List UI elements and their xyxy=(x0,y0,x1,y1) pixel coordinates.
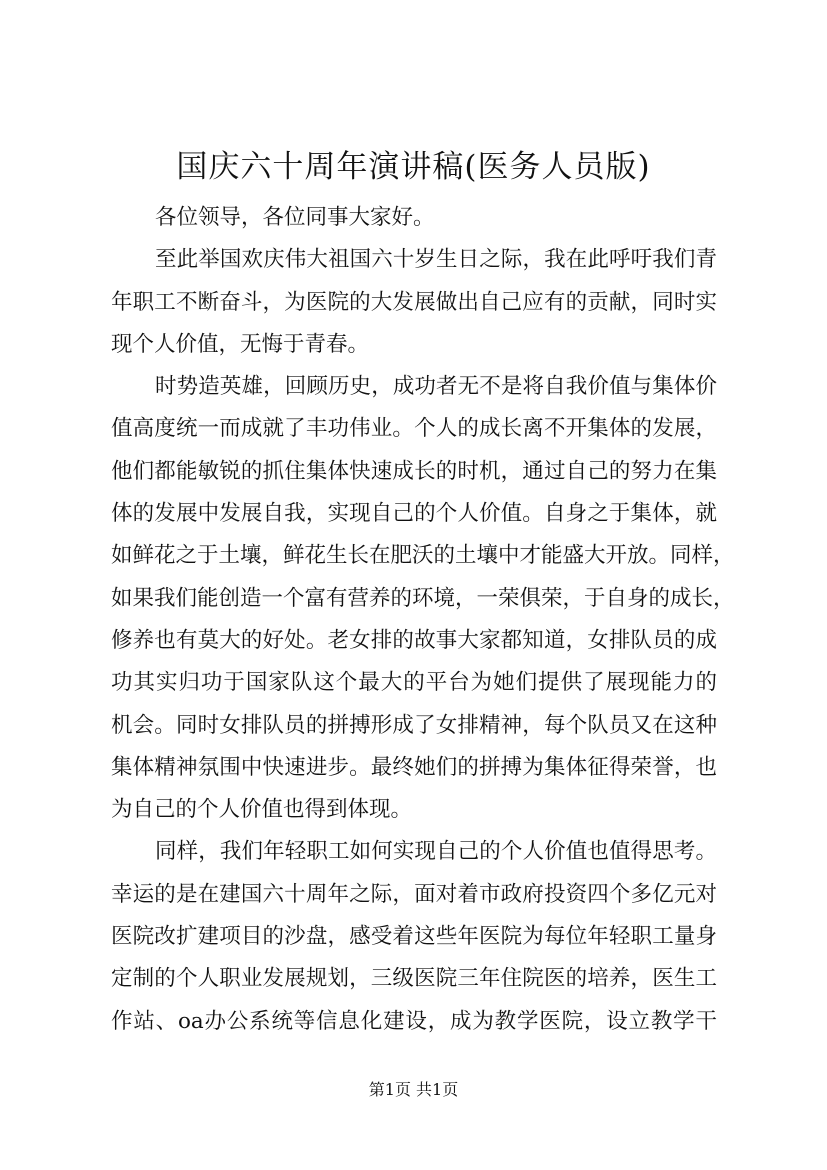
page-number-footer: 第1页 共1页 xyxy=(368,1080,459,1099)
body-line: 各位领导，各位同事大家好。 xyxy=(155,205,435,230)
body-line: 体的发展中发展自我，实现自己的个人价值。自身之于集体，就 xyxy=(111,501,717,527)
body-line: 集体精神氛围中快速进步。最终她们的拼搏为集体征得荣誉，也 xyxy=(111,754,717,780)
body-line: 作站、oa办公系统等信息化建设，成为教学医院，设立教学干 xyxy=(111,1008,717,1034)
body-line: 年职工不断奋斗，为医院的大发展做出自己应有的贡献，同时实 xyxy=(111,289,717,315)
body-line: 定制的个人职业发展规划，三级医院三年住院医的培养，医生工 xyxy=(111,966,717,992)
body-line: 现个人价值，无悔于青春。 xyxy=(111,331,370,357)
body-line: 如鲜花之于土壤，鲜花生长在肥沃的土壤中才能盛大开放。同样， xyxy=(111,543,735,569)
body-line: 机会。同时女排队员的拼搏形成了女排精神，每个队员又在这种 xyxy=(111,712,717,738)
body-line: 值高度统一而成就了丰功伟业。个人的成长离不开集体的发展， xyxy=(111,416,717,442)
body-line: 幸运的是在建国六十周年之际，面对着市政府投资四个多亿元对 xyxy=(111,881,717,907)
body-line: 同样，我们年轻职工如何实现自己的个人价值也值得思考。 xyxy=(155,839,717,865)
document-title: 国庆六十周年演讲稿(医务人员版) xyxy=(176,149,651,185)
body-line: 医院改扩建项目的沙盘，感受着这些年医院为每位年轻职工量身 xyxy=(111,924,717,950)
body-line: 功其实归功于国家队这个最大的平台为她们提供了展现能力的 xyxy=(111,670,717,696)
body-line: 如果我们能创造一个富有营养的环境，一荣俱荣，于自身的成长， xyxy=(111,585,735,611)
body-line: 时势造英雄，回顾历史，成功者无不是将自我价值与集体价 xyxy=(155,374,717,400)
body-line: 为自己的个人价值也得到体现。 xyxy=(111,797,413,823)
body-line: 他们都能敏锐的抓住集体快速成长的时机，通过自己的努力在集 xyxy=(111,458,717,484)
body-line: 至此举国欢庆伟大祖国六十岁生日之际，我在此呼吁我们青 xyxy=(155,247,717,273)
body-line: 修养也有莫大的好处。老女排的故事大家都知道，女排队员的成 xyxy=(111,627,717,653)
document-body xyxy=(111,197,735,1043)
